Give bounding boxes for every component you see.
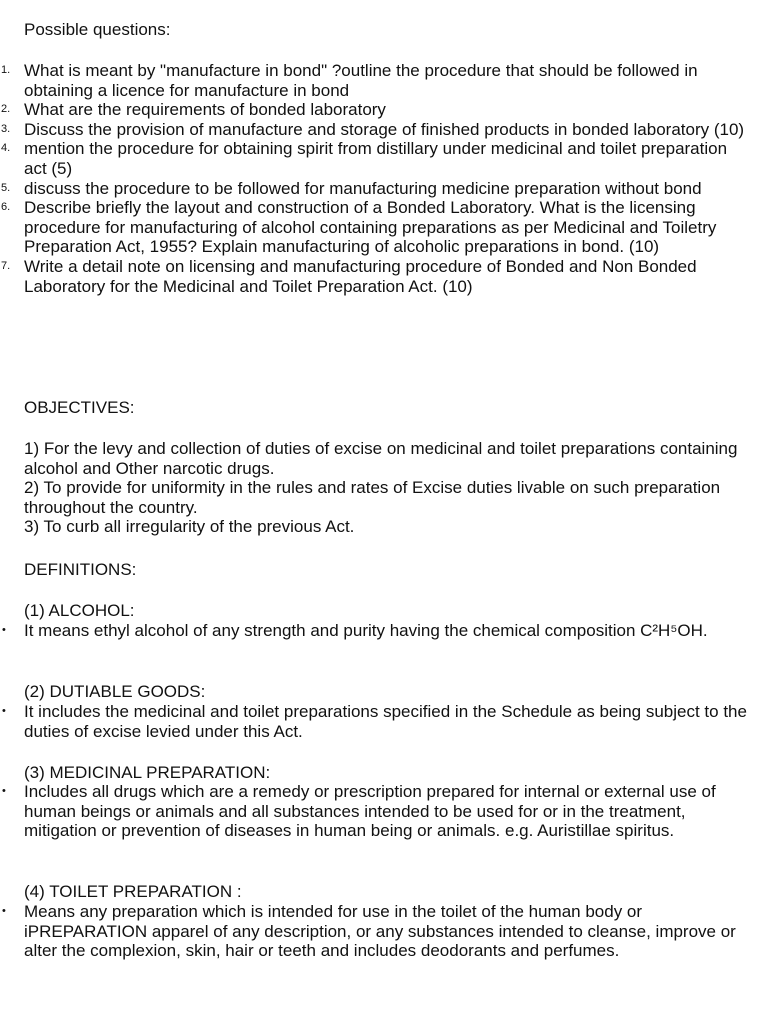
- question-text: Discuss the provision of manufacture and storage of finished products in bonded laboratory (10): [24, 119, 745, 139]
- question-number: 3.: [1, 122, 11, 135]
- question-number: 4.: [1, 142, 11, 155]
- objectives-block: [24, 439, 754, 537]
- question-text: What are the requirements of bonded laboratory: [24, 100, 386, 120]
- definition-title-dutiable-goods: (2) DUTIABLE GOODS:: [24, 682, 206, 701]
- bullet-icon: •: [2, 785, 6, 797]
- bullet-icon: •: [2, 705, 6, 717]
- definition-text: It means ethyl alcohol of any strength and purity having the chemical composition C²H⁵OH.: [24, 621, 708, 640]
- definition-toilet-preparation: [0, 902, 768, 961]
- definition-title-toilet-preparation: (4) TOILET PREPARATION :: [24, 882, 242, 901]
- definition-text: Includes all drugs which are a remedy or prescription prepared for internal or external use of human beings or animals and all substances intended to be used for or in the treatment, mitigation or prevention of diseases in human being or animals. e.g. Auristillae spiritus.: [24, 782, 716, 841]
- question-number: 5.: [1, 181, 11, 194]
- question-text: What is meant by "manufacture in bond" ?outline the procedure that should be followed in obtaining a licence for manufacture in bond: [24, 61, 698, 100]
- question-item: [0, 198, 768, 257]
- questions-heading: Possible questions:: [24, 20, 171, 39]
- definition-title-alcohol: (1) ALCOHOL:: [24, 601, 135, 620]
- question-item: [0, 179, 768, 199]
- question-number: 2.: [1, 103, 11, 116]
- definition-item: [0, 902, 768, 961]
- question-text: Describe briefly the layout and construction of a Bonded Laboratory. What is the licensing procedure for manufacturing of alcohol containing preparations as per Medicinal and Toiletry Preparation Act, 1955? Explain manufacturing of alcoholic preparations in bond. (10): [24, 198, 717, 257]
- question-item: [0, 100, 768, 120]
- definition-title-medicinal-preparation: (3) MEDICINAL PREPARATION:: [24, 763, 271, 782]
- definition-text: Means any preparation which is intended for use in the toilet of the human body or iPREPARATION apparel of any description, or any substances intended to cleanse, improve or alter the complexion, skin, hair or teeth and includes deodorants and perfumes.: [24, 902, 736, 961]
- bullet-icon: •: [2, 624, 6, 636]
- definition-item: [0, 621, 768, 641]
- objective-item: 2) To provide for uniformity in the rules and rates of Excise duties livable on such preparation throughout the country.: [24, 478, 721, 517]
- objectives-heading: OBJECTIVES:: [24, 398, 135, 417]
- definition-text: It includes the medicinal and toilet preparations specified in the Schedule as being subject to the duties of excise levied under this Act.: [24, 702, 747, 741]
- question-number: 1.: [1, 64, 11, 76]
- questions-list: [0, 61, 768, 296]
- question-item: [0, 120, 768, 140]
- definitions-heading: DEFINITIONS:: [24, 560, 137, 579]
- question-item: [0, 61, 768, 100]
- objective-item: 3) To curb all irregularity of the previous Act.: [24, 517, 355, 537]
- definition-dutiable-goods: [0, 702, 768, 741]
- objective-item: 1) For the levy and collection of duties of excise on medicinal and toilet preparations containing alcohol and Other narcotic drugs.: [24, 439, 738, 478]
- question-number: 6.: [1, 201, 11, 214]
- definition-medicinal-preparation: [0, 782, 768, 841]
- question-item: [0, 139, 768, 178]
- question-text: Write a detail note on licensing and manufacturing procedure of Bonded and Non Bonded Laboratory for the Medicinal and Toilet Preparation Act. (10): [24, 256, 697, 296]
- question-item: [0, 257, 768, 296]
- definition-item: [0, 702, 768, 741]
- question-text: mention the procedure for obtaining spirit from distillary under medicinal and toilet preparation act (5): [24, 139, 728, 178]
- definition-item: [0, 782, 768, 841]
- question-text: discuss the procedure to be followed for manufacturing medicine preparation without bond: [24, 178, 702, 198]
- question-number: 7.: [1, 259, 11, 272]
- bullet-icon: •: [2, 905, 6, 917]
- definition-alcohol: [0, 621, 768, 641]
